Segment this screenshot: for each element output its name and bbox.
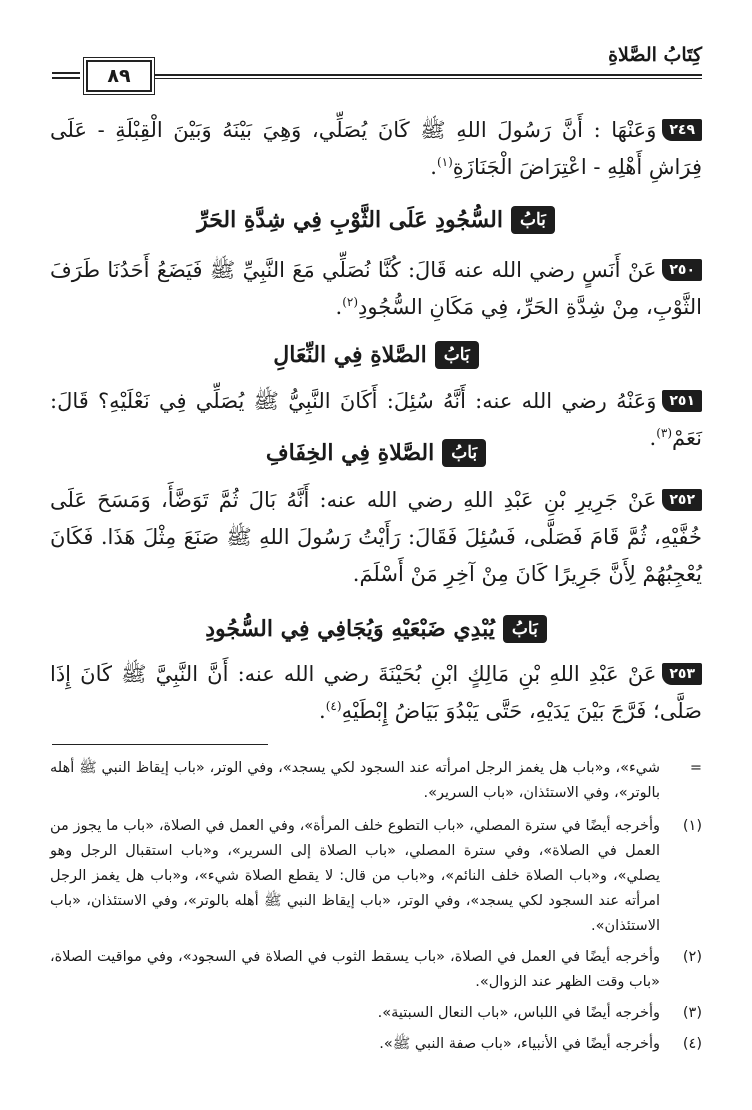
footnote-3: [50, 1001, 702, 1026]
hadith-number: ٢٥٣: [662, 663, 702, 685]
chapter-heading-4: [0, 612, 752, 646]
chapter-label: بَابُ: [511, 206, 555, 234]
hadith-text: عَنْ عَبْدِ اللهِ بْنِ مَالِكٍ ابْنِ بُحَيْنَةَ رضي الله عنه: أَنَّ النَّبِيَّ ﷺ كَانَ إِذَا صَلَّى؛ فَرَّجَ بَيْنَ يَدَيْهِ، حَتَّى يَبْدُوَ بَيَاضُ إِبْطَيْهِ: [50, 662, 702, 723]
book-title: كِتَابُ الصَّلاةِ: [608, 44, 702, 66]
hadith-text: عَنْ جَرِيرِ بْنِ عَبْدِ اللهِ رضي الله عنه: أَنَّهُ بَالَ ثُمَّ تَوَضَّأَ، وَمَسَحَ عَلَى خُفَّيْهِ، ثُمَّ قَامَ فَصَلَّى، فَسُئِلَ فَقَالَ: رَأَيْتُ رَسُولَ اللهِ ﷺ صَنَعَ مِثْلَ هَذَا. فَكَانَ يُعْجِبُهُمْ لِأَنَّ جَرِيرًا كَانَ مِنْ آخِرِ مَنْ أَسْلَمَ.: [50, 488, 702, 586]
hadith-text: عَنْ أَنَسٍ رضي الله عنه قَالَ: كُنَّا نُصَلِّي مَعَ النَّبِيِّ ﷺ فَيَضَعُ أَحَدُنَا طَرَفَ الثَّوْبِ، مِنْ شِدَّةِ الحَرِّ، فِي مَكَانِ السُّجُودِ: [50, 258, 702, 319]
hadith-252: [50, 482, 702, 593]
chapter-title: السُّجُودِ عَلَى الثَّوْبِ فِي شِدَّةِ الحَرِّ: [197, 207, 503, 233]
page-header: [52, 40, 702, 90]
footnote-mark: (٣): [682, 1005, 702, 1021]
chapter-title: الصَّلاةِ فِي الخِفَافِ: [265, 440, 435, 466]
chapter-label: بَابُ: [503, 615, 547, 643]
footnote-text: وأخرجه أيضًا في الأنبياء، «باب صفة النبي ﷺ».: [379, 1036, 660, 1052]
footnote-ref: (٢): [342, 295, 359, 309]
hadith-250: ٢٥٠عَنْ أَنَسٍ رضي الله عنه قَالَ: كُنَّا نُصَلِّي مَعَ النَّبِيِّ ﷺ فَيَضَعُ أَحَدُنَا طَرَفَ الثَّوْبِ، مِنْ شِدَّةِ الحَرِّ، فِي مَكَانِ السُّجُودِ$^{(٢)}$.: [50, 258, 702, 319]
header-rule-left: [52, 72, 80, 74]
chapter-title: الصَّلاةِ فِي النِّعَالِ: [273, 342, 427, 368]
hadith-number: ٢٥٢: [662, 489, 702, 511]
footnote-separator: [52, 744, 268, 745]
footnote-mark: (١): [682, 818, 702, 834]
hadith-number: ٢٥٠: [662, 259, 702, 281]
footnote-text: وأخرجه أيضًا في العمل في الصلاة، «باب يسقط الثوب في الصلاة في السجود»، وفي مواقيت الصلاة، «باب وقت الظهر عند الزوال».: [50, 949, 660, 990]
chapter-title: يُبْدِي ضَبْعَيْهِ وَيُجَافِي فِي السُّجُودِ: [205, 616, 495, 642]
chapter-heading-2: [0, 338, 752, 372]
footnote-ref: (٣): [656, 426, 673, 440]
hadith-253: ٢٥٣عَنْ عَبْدِ اللهِ بْنِ مَالِكٍ ابْنِ بُحَيْنَةَ رضي الله عنه: أَنَّ النَّبِيَّ ﷺ كَانَ إِذَا صَلَّى؛ فَرَّجَ بَيْنَ يَدَيْهِ، حَتَّى يَبْدُوَ بَيَاضُ إِبْطَيْهِ$^{(٤)}$.: [50, 662, 702, 723]
chapter-label: بَابُ: [435, 341, 479, 369]
footnote-1: [50, 814, 702, 939]
hadith-249: ٢٤٩وَعَنْهَا : أَنَّ رَسُولَ اللهِ ﷺ كَانَ يُصَلِّي، وَهِيَ بَيْنَهُ وَبَيْنَ الْقِبْلَةِ - عَلَى فِرَاشِ أَهْلِهِ - اعْتِرَاضَ الْجَنَازَةِ$^{(١)}$.: [50, 118, 702, 179]
page-number: ٨٩: [86, 60, 152, 92]
footnote-mark: (٤): [682, 1036, 702, 1052]
footnote-continued: [50, 756, 702, 806]
footnote-text: وأخرجه أيضًا في سترة المصلي، «باب التطوع خلف المرأة»، وفي العمل في الصلاة، «باب ما يجوز من العمل في الصلاة»، وفي سترة المصلي، «باب الصلاة إلى السرير»، و«باب استقبال الرجل وهو يصلي»، و«باب الصلاة خلف النائم»، و«باب من قال: لا يقطع الصلاة شيء»، و«باب هل يغمز الرجل امرأته عند السجود لكي يسجد»، وفي الوتر، «باب إيقاظ النبي ﷺ أهله بالوتر»، وفي الاستئذان، «باب الاستئذان».: [50, 818, 660, 934]
footnote-ref: (٤): [325, 699, 342, 713]
chapter-label: بَابُ: [442, 439, 486, 467]
footnote-ref: (١): [436, 155, 453, 169]
hadith-text: وَعَنْهُ رضي الله عنه: أَنَّهُ سُئِلَ: أَكَانَ النَّبِيُّ ﷺ يُصَلِّي فِي نَعْلَيْهِ؟ قَالَ: نَعَمْ: [50, 389, 702, 450]
header-rule-thin: [154, 78, 702, 79]
footnote-mark: =: [689, 760, 702, 776]
footnote-text: وأخرجه أيضًا في اللباس، «باب النعال السبتية».: [377, 1005, 660, 1021]
hadith-text: وَعَنْهَا : أَنَّ رَسُولَ اللهِ ﷺ كَانَ يُصَلِّي، وَهِيَ بَيْنَهُ وَبَيْنَ الْقِبْلَةِ - عَلَى فِرَاشِ أَهْلِهِ - اعْتِرَاضَ الْجَنَازَةِ: [50, 118, 702, 179]
footnote-4: [50, 1032, 702, 1057]
chapter-heading-1: [0, 203, 752, 237]
hadith-251: ٢٥١وَعَنْهُ رضي الله عنه: أَنَّهُ سُئِلَ: أَكَانَ النَّبِيُّ ﷺ يُصَلِّي فِي نَعْلَيْهِ؟ قَالَ: نَعَمْ$^{(٣)}$.: [50, 389, 702, 450]
hadith-number: ٢٥١: [662, 390, 702, 412]
hadith-number: ٢٤٩: [662, 119, 702, 141]
header-rule-left-lower: [52, 77, 80, 79]
footnote-mark: (٢): [682, 949, 702, 965]
chapter-heading-3: [0, 436, 752, 470]
footnote-text: شيء»، و«باب هل يغمز الرجل امرأته عند السجود لكي يسجد»، وفي الوتر، «باب إيقاظ النبي ﷺ أهله بالوتر»، وفي الاستئذان، «باب السرير».: [50, 760, 660, 801]
footnote-2: [50, 945, 702, 995]
header-rule: [154, 74, 702, 76]
